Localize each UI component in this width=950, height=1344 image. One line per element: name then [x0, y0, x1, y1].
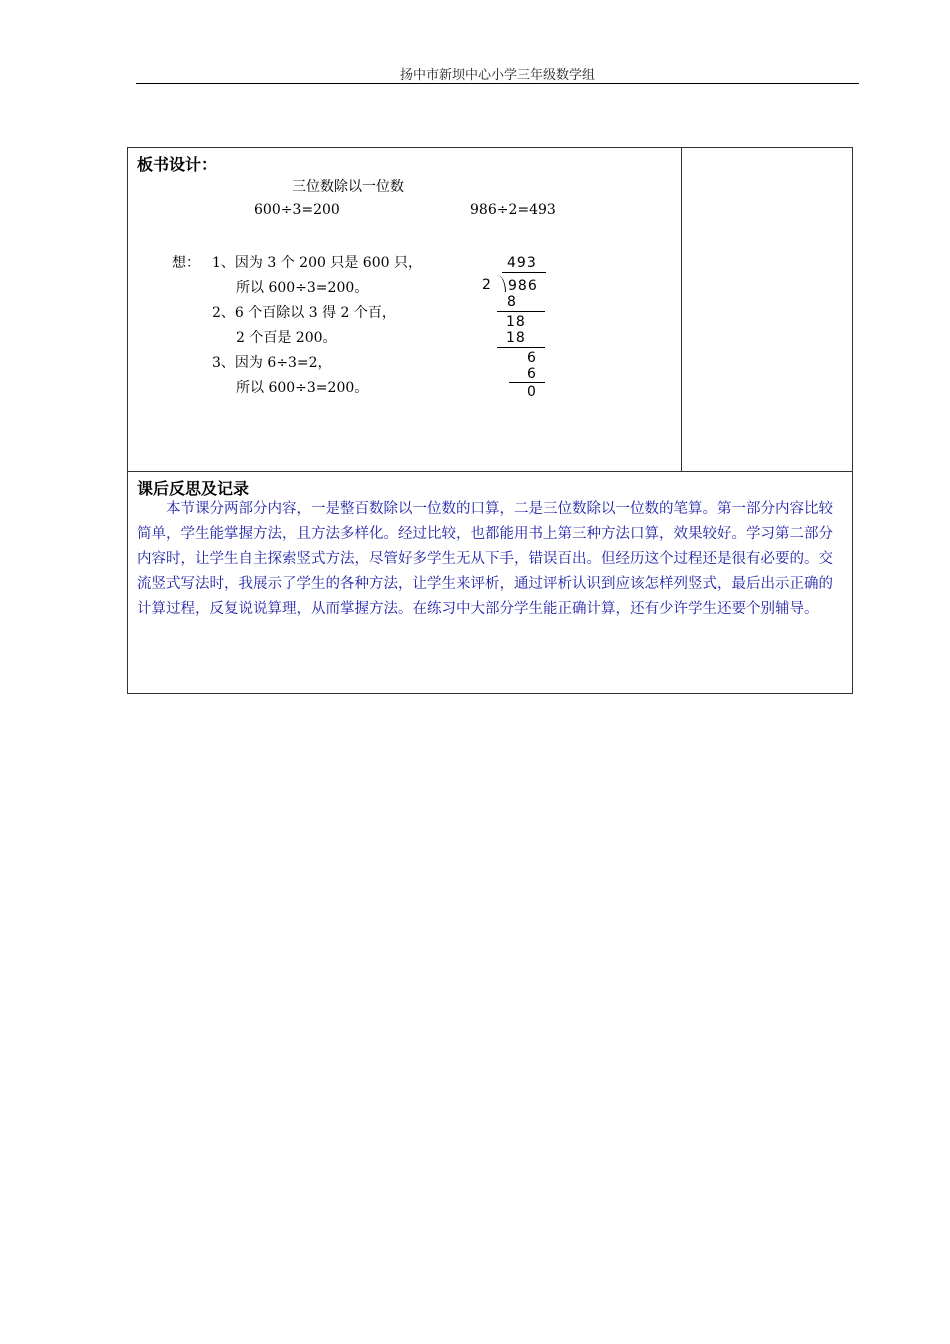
division-step: 6	[527, 350, 537, 366]
division-divisor: 2	[482, 277, 492, 293]
division-remainder: 0	[527, 384, 537, 400]
reason-line-4: 2 个百是 200。	[236, 330, 337, 346]
page-header-title: 扬中市新坝中心小学三年级数学组	[399, 68, 595, 83]
division-step-line	[497, 311, 545, 312]
reason-line-3: 2、6 个百除以 3 得 2 个百，	[212, 305, 396, 321]
division-step: 8	[507, 294, 517, 310]
reason-line-6: 所以 600÷3=200。	[236, 380, 369, 396]
reason-line-5: 3、因为 6÷3=2，	[212, 355, 332, 371]
reflection-body: 本节课分两部分内容，一是整百数除以一位数的口算，二是三位数除以一位数的笔算。第一部分内容比较简单，学生能掌握方法，且方法多样化。经过比较，也都能用书上第三种方法口算，效果较好。学习第二部分内容时，让学生自主探索竖式方法，尽管好多学生无从下手，错误百出。但经历这个过程还是很有必要的。交流竖式写法时，我展示了学生的各种方法，让学生来评析，通过评析认识到应该怎样列竖式，最后出示正确的计算过程，反复说说算理，从而掌握方法。在练习中大部分学生能正确计算，还有少许学生还要个别辅导。	[137, 501, 833, 617]
division-dividend: 986	[508, 278, 538, 294]
reflection-heading: 课后反思及记录	[137, 479, 250, 498]
board-equation-left: 600÷3=200	[254, 202, 340, 218]
division-step-line	[509, 382, 545, 383]
division-step-line	[497, 347, 545, 348]
table-column-divider	[681, 147, 682, 471]
board-design-heading: 板书设计：	[137, 155, 218, 174]
division-step: 18	[506, 330, 526, 346]
think-label: 想：	[172, 255, 200, 271]
reason-line-1: 1、因为 3 个 200 只是 600 只，	[212, 255, 422, 271]
header-rule	[136, 83, 859, 84]
division-quotient: 493	[507, 255, 537, 271]
division-step: 6	[527, 366, 537, 382]
board-topic: 三位数除以一位数	[292, 179, 404, 195]
board-equation-right: 986÷2=493	[470, 202, 556, 218]
reason-line-2: 所以 600÷3=200。	[236, 280, 369, 296]
table-row-divider	[127, 471, 853, 472]
division-quotient-line	[502, 272, 546, 273]
division-step: 18	[506, 314, 526, 330]
